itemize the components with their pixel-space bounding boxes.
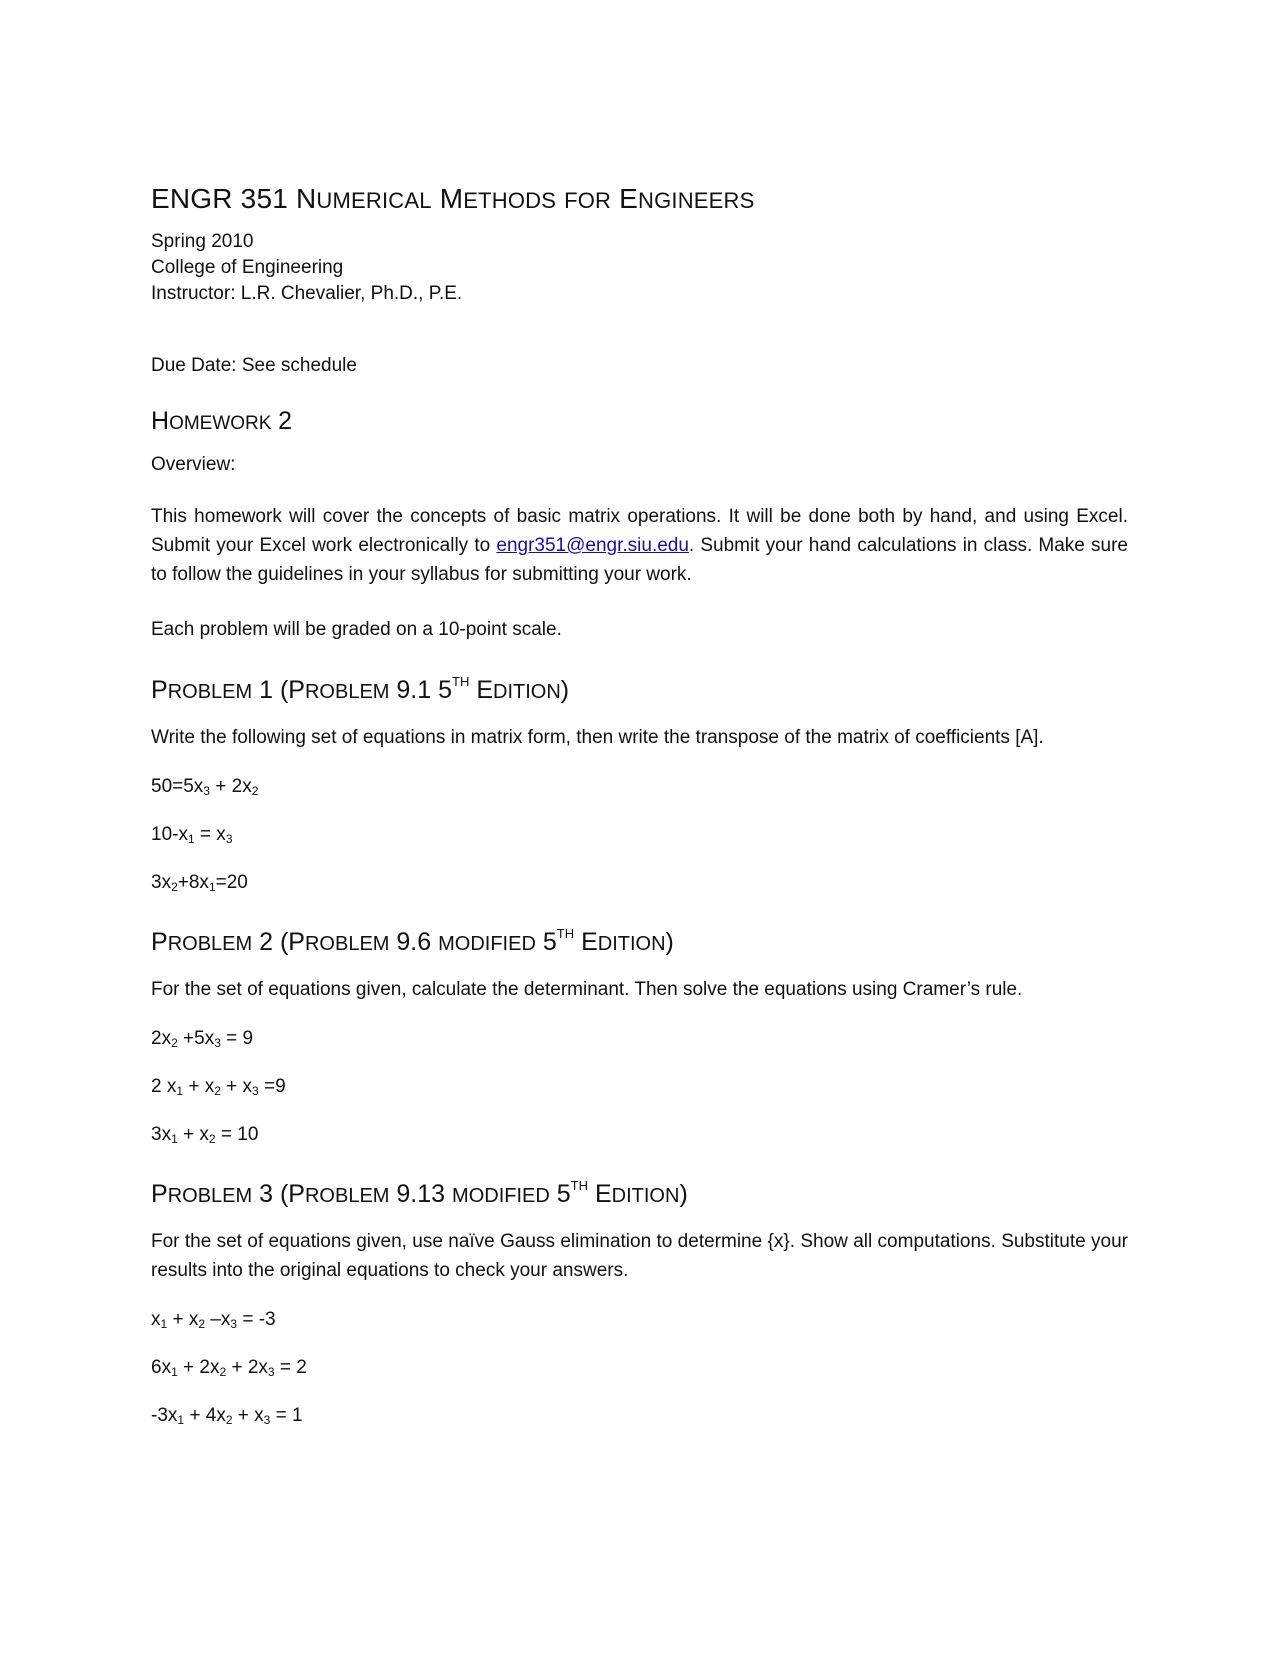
problem-number: 1	[259, 676, 274, 704]
intro-text: . Submit your hand calculations in class. Make sure to follow the guidelines in your syllabus for submitting your work.	[151, 535, 1128, 585]
eq-subscript: 2	[171, 1036, 178, 1050]
eq-text: = 10	[215, 1124, 259, 1145]
equation	[151, 1355, 1128, 1381]
heading-letter: P	[288, 1180, 305, 1208]
heading-rest: ROBLEM	[167, 1185, 253, 1207]
reference-number: 9.13	[396, 1180, 446, 1208]
title-rest: NGINEERS	[638, 188, 755, 213]
problem-2-heading	[151, 928, 1128, 957]
eq-text: -3x	[151, 1405, 178, 1426]
eq-text: 50=5x	[151, 776, 204, 797]
eq-text: =20	[215, 872, 248, 893]
eq-text: + x	[232, 1405, 264, 1426]
equation	[151, 1074, 1128, 1100]
paren: (	[279, 676, 289, 704]
eq-text: + x	[220, 1076, 253, 1097]
eq-text: = 9	[220, 1028, 254, 1049]
eq-subscript: 3	[225, 832, 233, 846]
eq-text: = 1	[270, 1405, 303, 1426]
problem-1-heading	[151, 676, 1128, 705]
heading-letter: P	[288, 676, 305, 704]
course-title	[151, 183, 1128, 215]
eq-text: 3x	[151, 872, 172, 893]
edition-number: 5	[542, 928, 557, 956]
due-date: Due Date: See schedule	[151, 355, 357, 376]
intro-text: This homework will cover the concepts of basic matrix operations. It will be done both by hand, and using Excel. Submit your Excel work electronically to	[151, 506, 1128, 556]
eq-subscript: 3	[263, 1413, 271, 1427]
eq-text: + x	[177, 1124, 209, 1145]
heading-rest: DITION	[493, 681, 561, 703]
eq-text: = 2	[274, 1357, 307, 1378]
paren: )	[679, 1180, 688, 1208]
title-rest: FOR	[564, 188, 612, 213]
heading-letter: P	[151, 928, 168, 956]
paren: )	[665, 928, 674, 956]
eq-subscript: 2	[214, 1084, 221, 1098]
paren: (	[279, 1180, 289, 1208]
problem-number: 2	[259, 928, 274, 956]
eq-text: + 2x	[226, 1357, 268, 1378]
eq-subscript: 3	[214, 1036, 221, 1050]
eq-subscript: 1	[176, 1084, 184, 1098]
eq-text: x	[151, 1309, 161, 1330]
eq-text: + 2x	[177, 1357, 220, 1378]
modifier: MODIFIED	[452, 1185, 550, 1207]
title-letter: E	[619, 183, 638, 214]
title-letter: N	[295, 183, 317, 214]
heading-rest: ROBLEM	[304, 681, 390, 703]
title-rest: ETHODS	[463, 188, 557, 213]
eq-text: + 2x	[209, 776, 252, 797]
eq-subscript: 3	[203, 784, 210, 798]
equation	[151, 1307, 1128, 1333]
edition-number: 5	[438, 676, 453, 704]
course-code: ENGR 351	[151, 183, 288, 214]
overview-label: Overview:	[151, 454, 236, 475]
edition-suffix: TH	[570, 1178, 589, 1193]
eq-text: +8x	[177, 872, 209, 893]
equation	[151, 822, 1128, 848]
homework-number: 2	[278, 407, 293, 435]
heading-letter: H	[151, 407, 170, 435]
heading-letter: P	[151, 676, 168, 704]
heading-letter: P	[288, 928, 305, 956]
eq-subscript: 3	[267, 1365, 275, 1379]
title-rest: UMERICAL	[316, 188, 432, 213]
problem-2-description: For the set of equations given, calculate the determinant. Then solve the equations using Cramer’s rule.	[151, 979, 1023, 1000]
equation	[151, 774, 1128, 800]
problem-1-description: Write the following set of equations in matrix form, then write the transpose of the matrix of coefficients [A].	[151, 727, 1044, 748]
heading-rest: ROBLEM	[167, 681, 253, 703]
equation	[151, 1122, 1128, 1148]
grading-note: Each problem will be graded on a 10-point scale.	[151, 619, 562, 640]
heading-rest: ROBLEM	[304, 1185, 390, 1207]
eq-text: 10-x	[151, 824, 188, 845]
reference-number: 9.1	[396, 676, 432, 704]
title-letter: M	[439, 183, 464, 214]
email-link[interactable]: engr351@engr.siu.edu	[496, 535, 689, 556]
overview-paragraph	[151, 502, 1128, 589]
eq-text: + 4x	[184, 1405, 226, 1426]
eq-subscript: 1	[160, 1317, 168, 1331]
eq-text: =9	[258, 1076, 286, 1097]
eq-text: + x	[183, 1076, 215, 1097]
eq-subscript: 1	[208, 880, 216, 894]
college: College of Engineering	[151, 257, 344, 278]
edition-suffix: TH	[452, 674, 470, 689]
eq-subscript: 1	[187, 832, 195, 846]
eq-text: 2x	[151, 1028, 172, 1049]
eq-subscript: 2	[198, 1317, 206, 1331]
heading-letter: E	[476, 676, 494, 704]
eq-subscript: 1	[177, 1413, 185, 1427]
reference-number: 9.6	[396, 928, 432, 956]
eq-text: = -3	[237, 1309, 276, 1330]
homework-heading	[151, 407, 1128, 436]
eq-subscript: 1	[171, 1365, 178, 1379]
edition-number: 5	[556, 1180, 571, 1208]
heading-rest: DITION	[611, 1185, 680, 1207]
equation	[151, 1403, 1128, 1429]
paren: (	[279, 928, 289, 956]
heading-rest: ROBLEM	[304, 933, 390, 955]
eq-text: +5x	[177, 1028, 215, 1049]
eq-text: 3x	[151, 1124, 172, 1145]
eq-subscript: 2	[208, 1132, 216, 1146]
eq-subscript: 3	[252, 1084, 259, 1098]
equation	[151, 870, 1128, 896]
paren: )	[560, 676, 570, 704]
heading-letter: E	[581, 928, 598, 956]
heading-rest: DITION	[597, 933, 666, 955]
eq-subscript: 3	[230, 1317, 238, 1331]
equation	[151, 1026, 1128, 1052]
eq-text: 2 x	[151, 1076, 177, 1097]
eq-subscript: 2	[251, 784, 259, 798]
instructor: Instructor: L.R. Chevalier, Ph.D., P.E.	[151, 283, 463, 304]
problem-3-description: For the set of equations given, use naïve Gauss elimination to determine {x}. Show all computations. Substitute your results into the original equations to check your answers.	[151, 1231, 1128, 1281]
heading-rest: OMEWORK	[169, 413, 272, 434]
eq-text: –x	[205, 1309, 231, 1330]
edition-suffix: TH	[556, 926, 575, 941]
eq-subscript: 2	[171, 880, 178, 894]
eq-subscript: 1	[171, 1132, 178, 1146]
heading-letter: P	[151, 1180, 168, 1208]
heading-rest: ROBLEM	[167, 933, 253, 955]
modifier: MODIFIED	[438, 933, 536, 955]
eq-text: = x	[194, 824, 226, 845]
heading-letter: E	[594, 1180, 612, 1208]
problem-number: 3	[259, 1180, 274, 1208]
eq-subscript: 2	[219, 1365, 227, 1379]
term: Spring 2010	[151, 231, 254, 252]
problem-3-heading	[151, 1180, 1128, 1209]
document-page	[151, 183, 1128, 1429]
eq-subscript: 2	[225, 1413, 233, 1427]
eq-text: + x	[167, 1309, 199, 1330]
eq-text: 6x	[151, 1357, 172, 1378]
